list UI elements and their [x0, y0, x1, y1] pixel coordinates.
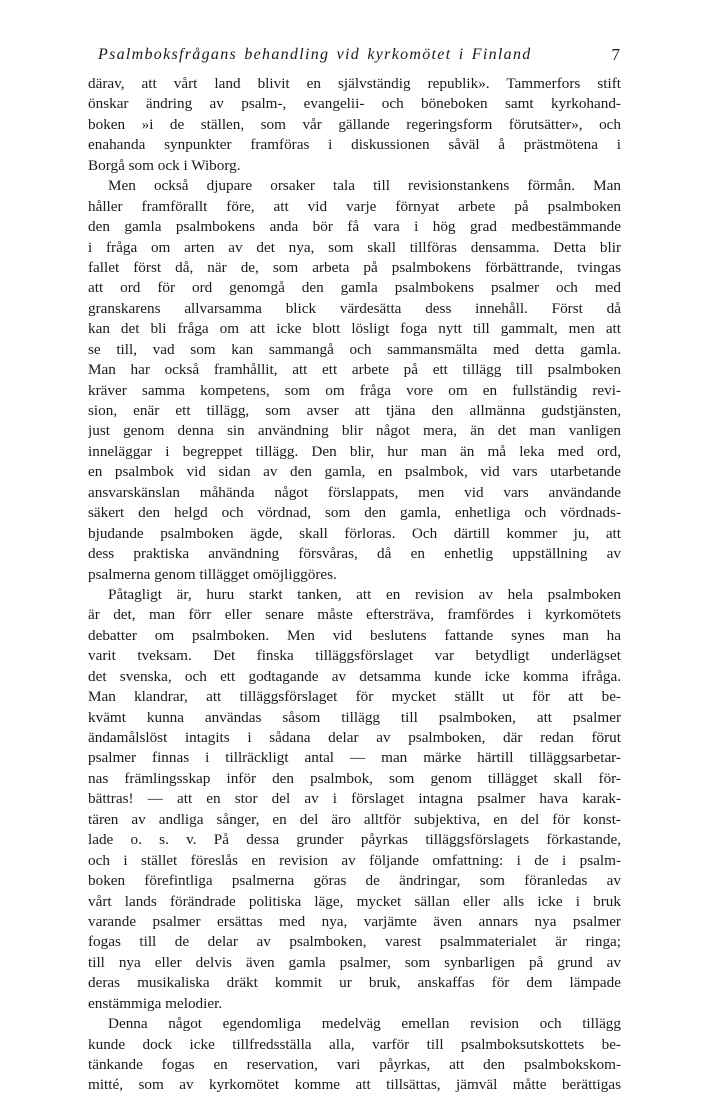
text-line: just genom denna sin användning blir något mera, än det man vanligen — [88, 422, 621, 440]
text-line: nas främlingsskap inför den psalmbok, som genom tillägget skall för- — [88, 769, 621, 787]
text-line: kan det bli fråga om att icke blott lösligt foga nytt till gammalt, men att — [88, 320, 621, 338]
text-line: den gamla psalmbokens anda bör få vara i hög grad medbestämmande — [88, 218, 621, 236]
text-line: önskar ändring av psalm-, evangelii- och böneboken samt kyrkohand- — [88, 95, 621, 113]
text-line: sion, enär ett tillägg, som avser att tjäna den allmänna gudstjänsten, — [88, 402, 621, 419]
text-line: enstämmiga melodier. — [88, 994, 223, 1012]
running-title: Psalmboksfrågans behandling vid kyrkomötet i Finland — [98, 46, 532, 63]
text-line: varit tveksam. Det finska tilläggsförslaget var betydligt underlägset — [88, 647, 621, 665]
text-line: dess praktiska användning försvåras, då en enhetlig uppställning av — [88, 545, 621, 563]
text-line: håller framförallt före, att vid varje förnyat arbete på psalmboken — [88, 197, 621, 215]
text-line: Denna något egendomliga medelväg emellan revision och tillägg — [108, 1015, 621, 1033]
text-line: deras musikaliska dräkt kommit ur bruk, anskaffas för dem lämpade — [88, 974, 621, 992]
text-line: bättras! — att en stor del av i förslaget intagna psalmer hava karak- — [88, 790, 621, 808]
text-line: debatter om psalmboken. Men vid beslutens fattande synes man ha — [88, 626, 621, 644]
text-line: att ord för ord genomgå den gamla psalmbokens psalmer och med — [88, 279, 621, 297]
text-line: en psalmbok vid sidan av den gamla, en psalmbok, vid vars utarbetande — [88, 463, 621, 481]
text-line: varande psalmer ersättas med nya, varjämte även annars nya psalmer — [88, 912, 621, 930]
text-line: Man klandrar, att tilläggsförslaget för mycket ställt ut för att be- — [88, 688, 621, 706]
text-line: och i stället föreslås en revision av följande omfattning: i de i psalm- — [88, 851, 621, 869]
text-line: Men också djupare orsaker tala till revisionstankens förmån. Man — [108, 177, 621, 195]
text-line: boken »i de ställen, som vår gällande regeringsform förutsätter», och — [88, 115, 621, 133]
text-line: det svenska, och ett godtagande av detsamma kunde icke komma ifråga. — [88, 667, 621, 685]
text-line: lade o. s. v. På dessa grunder påyrkas tilläggsförslagets förkastande, — [88, 831, 621, 849]
text-line: vårt lands förändrade politiska läge, mycket sällan eller alls icke i bruk — [88, 892, 621, 910]
text-line: mitté, som av kyrkomötet komme att tillsättas, jämväl måtte berättigas — [88, 1076, 621, 1094]
text-line: kunde dock icke tillfredsställa alla, varför till psalmboksutskottets be- — [88, 1035, 621, 1053]
text-line: psalmerna genom tillägget omöjliggöres. — [88, 565, 337, 583]
text-line: inneläggar i begreppet tillägg. Den blir, hur man än må leka med ord, — [88, 442, 621, 460]
text-line: psalmer finnas i tillräckligt antal — man märke härtill tilläggsarbetar- — [88, 749, 621, 767]
text-line: bjudande psalmboken ägde, skall förloras. Och därtill kommer ju, att — [88, 524, 621, 542]
text-line: se till, vad som kan sammangå och sammansmälta med detta gamla. — [88, 340, 621, 358]
text-line: enahanda synpunkter framföras i diskussionen såväl å prästmötena i — [88, 136, 621, 154]
text-line: kvämt kunna användas såsom tillägg till psalmboken, att psalmer — [88, 708, 621, 726]
body-text — [88, 74, 621, 1096]
text-line: ansvarskänslan måhända något förslappats, men vid vars användande — [88, 483, 621, 501]
text-line: är det, man förr eller senare måste eftersträva, framfördes i kyrkomötets — [88, 606, 621, 624]
text-line: därav, att vårt land blivit en självständig republik». Tammerfors stift — [88, 75, 621, 92]
text-line: till nya eller delvis även gamla psalmer, som synbarligen på grund av — [88, 953, 621, 971]
text-line: ändamålslöst intagits i sådana delar av psalmboken, där redan förut — [88, 729, 621, 746]
text-line: säkert den helgd och vördnad, som den gamla, enhetliga och vördnads- — [88, 504, 621, 522]
text-line: Borgå som ock i Wiborg. — [88, 156, 241, 174]
text-line: i fråga om arten av det nya, som skall tillföras densamma. Detta blir — [88, 238, 621, 256]
text-line: fogas till de delar av psalmboken, varest psalmmaterialet är ringa; — [88, 933, 621, 951]
text-line: Påtagligt är, huru starkt tanken, att en revision av hela psalmboken — [108, 585, 621, 603]
text-line: tänkande fogas en reservation, vari påyrkas, att den psalmbokskom- — [88, 1056, 621, 1073]
running-head — [88, 46, 620, 68]
text-line: kräver samma kompetens, som om fråga vore om en fullständig revi- — [88, 381, 621, 399]
text-line: Man har också framhållit, att ett arbete på ett tillägg till psalmboken — [88, 361, 621, 379]
text-line: boken förefintliga psalmerna göras de ändringar, som föranledas av — [88, 872, 621, 890]
text-line: tären av andliga sånger, en del äro alltför subjektiva, en del för konst- — [88, 810, 621, 828]
text-line: granskarens allvarsamma blick värdesätta dess innehåll. Först då — [88, 299, 621, 317]
text-line: fallet först då, när de, som arbeta på psalmbokens förbättrande, tvingas — [88, 258, 621, 276]
page-number: 7 — [611, 45, 620, 64]
